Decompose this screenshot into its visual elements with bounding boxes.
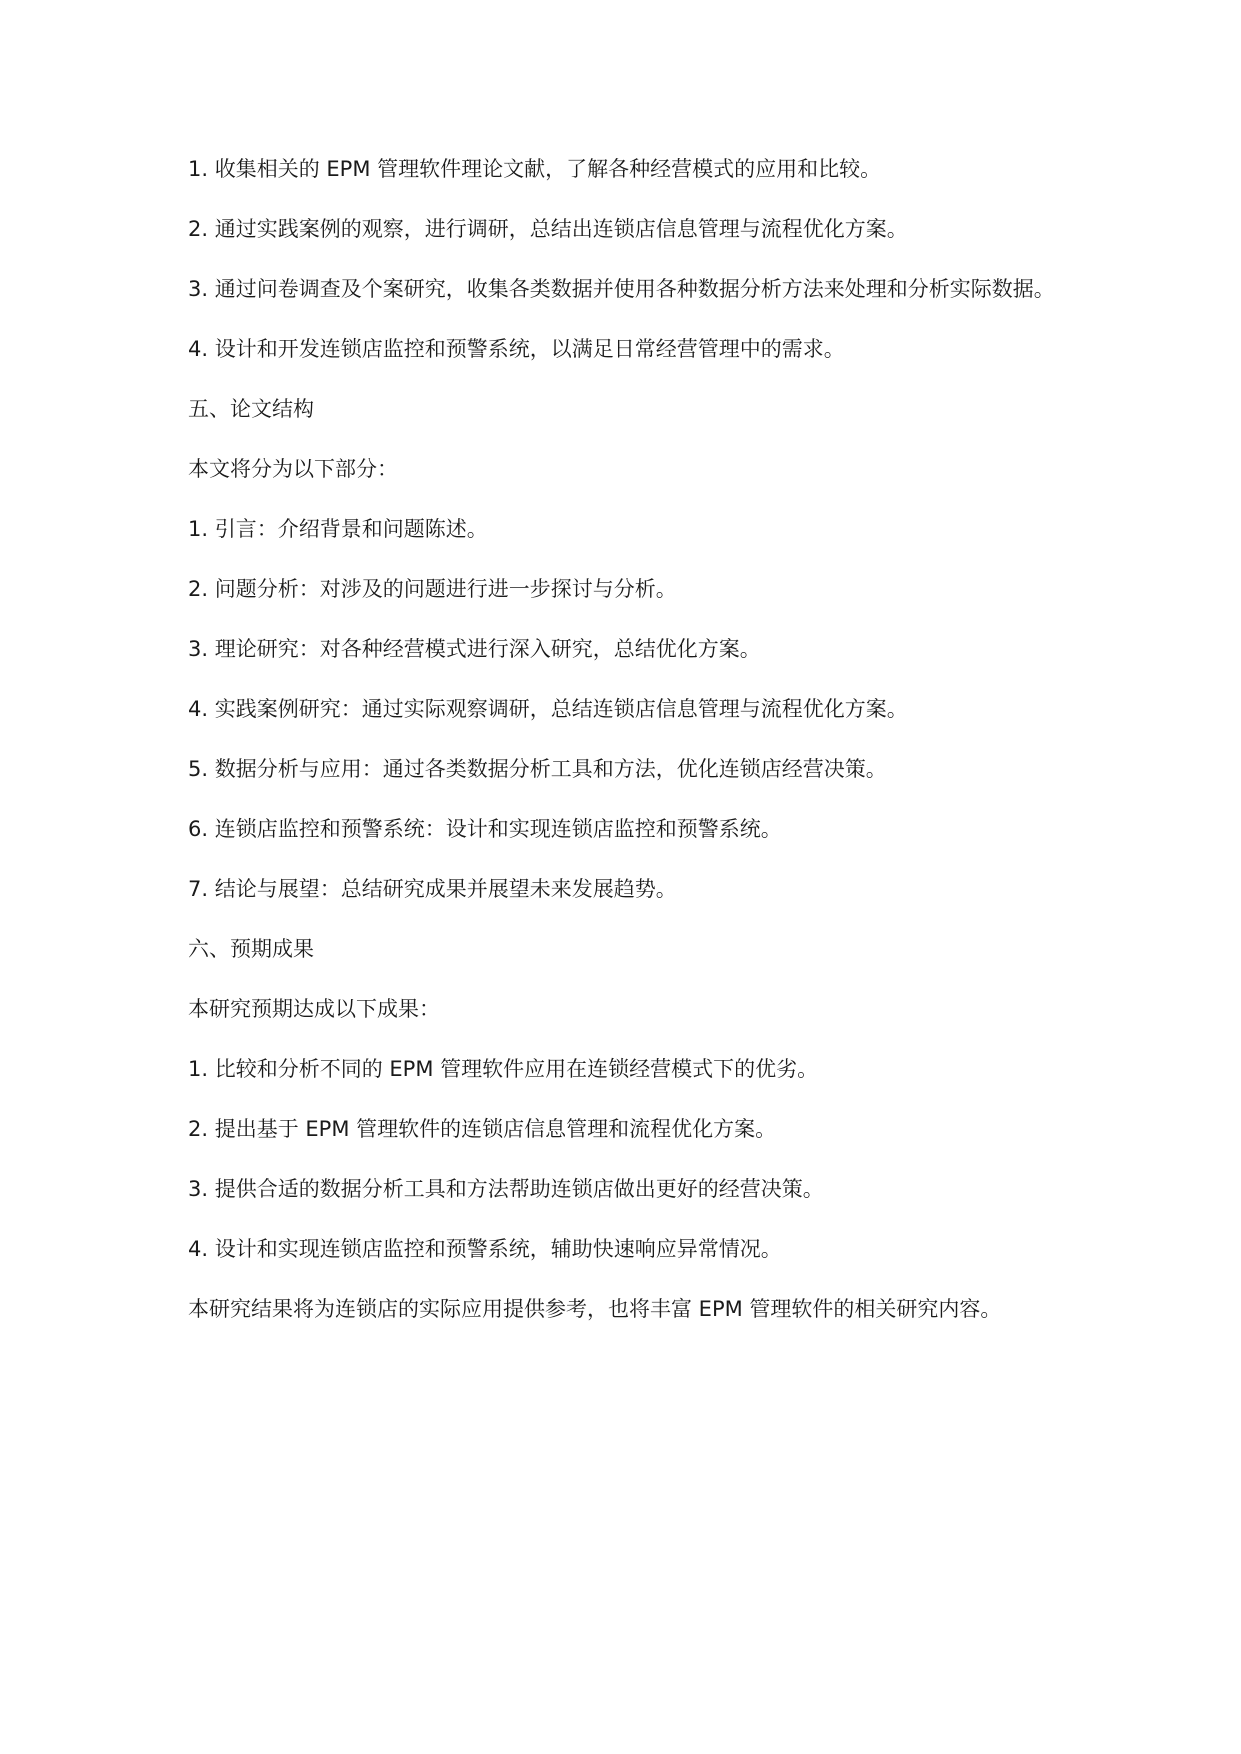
result-item-2: 2. 提出基于 EPM 管理软件的连锁店信息管理和流程优化方案。 xyxy=(188,1117,777,1141)
structure-item-4: 4. 实践案例研究：通过实际观察调研，总结连锁店信息管理与流程优化方案。 xyxy=(188,697,908,721)
structure-item-3: 3. 理论研究：对各种经营模式进行深入研究，总结优化方案。 xyxy=(188,637,761,661)
structure-item-5: 5. 数据分析与应用：通过各类数据分析工具和方法，优化连锁店经营决策。 xyxy=(188,757,887,781)
section-heading-expected-results: 六、预期成果 xyxy=(188,937,314,961)
document-page xyxy=(188,152,1068,1326)
structure-item-2: 2. 问题分析：对涉及的问题进行进一步探讨与分析。 xyxy=(188,577,677,601)
method-item-3: 3. 通过问卷调查及个案研究，收集各类数据并使用各种数据分析方法来处理和分析实际数据。 xyxy=(188,277,1055,301)
structure-intro: 本文将分为以下部分： xyxy=(188,457,398,481)
method-item-1: 1. 收集相关的 EPM 管理软件理论文献，了解各种经营模式的应用和比较。 xyxy=(188,157,882,181)
result-item-1: 1. 比较和分析不同的 EPM 管理软件应用在连锁经营模式下的优劣。 xyxy=(188,1057,819,1081)
structure-item-6: 6. 连锁店监控和预警系统：设计和实现连锁店监控和预警系统。 xyxy=(188,817,782,841)
results-intro: 本研究预期达成以下成果： xyxy=(188,997,440,1021)
structure-item-7: 7. 结论与展望：总结研究成果并展望未来发展趋势。 xyxy=(188,877,677,901)
method-item-4: 4. 设计和开发连锁店监控和预警系统，以满足日常经营管理中的需求。 xyxy=(188,337,845,361)
result-item-3: 3. 提供合适的数据分析工具和方法帮助连锁店做出更好的经营决策。 xyxy=(188,1177,824,1201)
structure-item-1: 1. 引言：介绍背景和问题陈述。 xyxy=(188,517,488,541)
closing-paragraph: 本研究结果将为连锁店的实际应用提供参考，也将丰富 EPM 管理软件的相关研究内容。 xyxy=(188,1297,1002,1321)
section-heading-structure: 五、论文结构 xyxy=(188,397,314,421)
method-item-2: 2. 通过实践案例的观察，进行调研，总结出连锁店信息管理与流程优化方案。 xyxy=(188,217,908,241)
result-item-4: 4. 设计和实现连锁店监控和预警系统，辅助快速响应异常情况。 xyxy=(188,1237,782,1261)
